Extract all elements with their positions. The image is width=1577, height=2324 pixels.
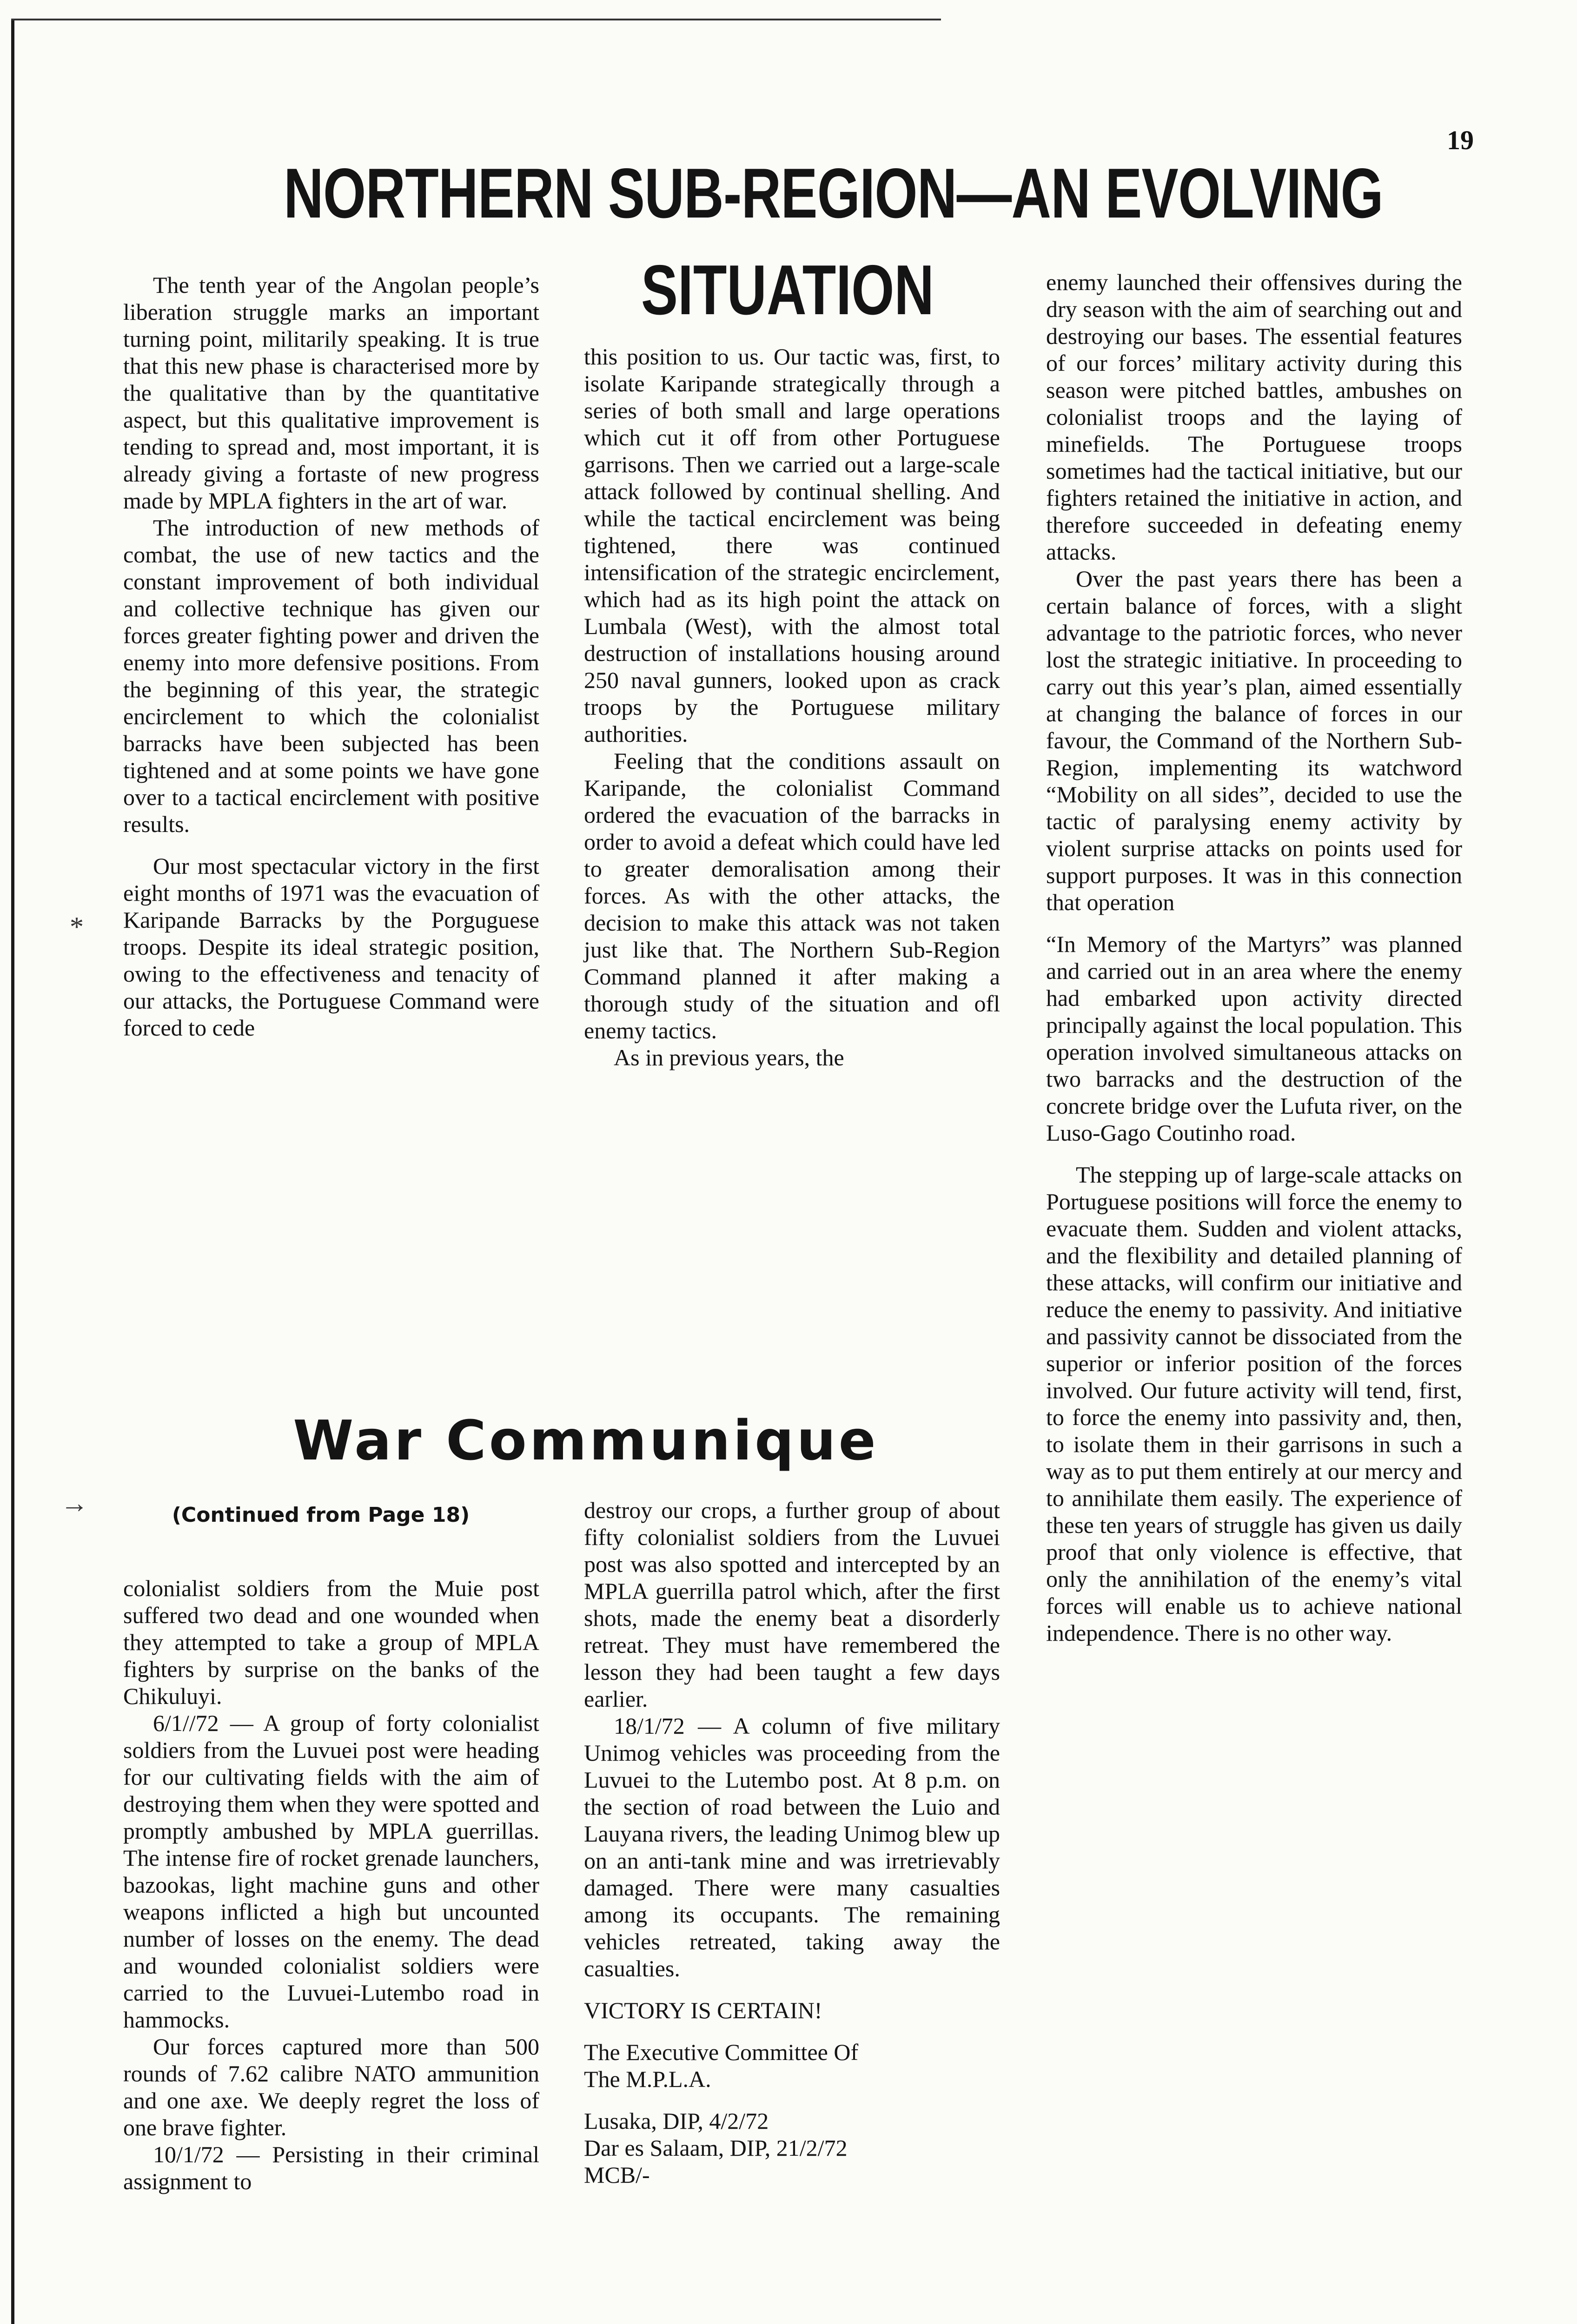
communique-column-1 — [123, 1575, 539, 2195]
article-column-3 — [1046, 269, 1462, 1646]
article-paragraph: As in previous years, the — [614, 1044, 844, 1070]
continued-note: (Continued from Page 18) — [172, 1503, 470, 1527]
committee-line: The Executive Committee Of — [584, 2039, 859, 2065]
headline: NORTHERN SUB-REGION—AN EVOLVING — [284, 154, 1383, 233]
article-paragraph: The tenth year of the Angolan people’s liberation struggle marks an important turning point, militarily speaking. It is true that this new phase is characterised more by the qualitative than by the quantitative aspect, but this qualitative improvement is tending to spread and, most important, it is already giving a fortaste of new progress made by MPLA fighters in the art of war. — [123, 272, 539, 514]
article-paragraph: “In Memory of the Martyrs” was planned and carried out in an area where the enemy had embarked upon activity directed principally against the local population. This operation involved simultaneous attacks on two barracks and the destruction of the concrete bridge over the Lufuta river, on the Luso-Gago Coutinho road. — [1046, 931, 1462, 1146]
war-communique-title: War Communique — [293, 1408, 879, 1472]
communique-paragraph: 10/1/72 — Persisting in their criminal assignment to — [123, 2141, 539, 2194]
dateline: Dar es Salaam, DIP, 21/2/72 — [584, 2135, 848, 2161]
communique-column-2 — [584, 1497, 1000, 2188]
top-margin-rule — [11, 19, 941, 20]
communique-paragraph: destroy our crops, a further group of about fifty colonialist soldiers from the Luvuei post was also spotted and intercepted by an MPLA guerrilla patrol which, after the first shots, made the enemy beat a disorderly retreat. They must have remembered the lesson they had been taught a few days earlier. — [584, 1497, 1000, 1712]
article-paragraph: this position to us. Our tactic was, first, to isolate Karipande strategically through a series of both small and large operations which cut it off from other Portuguese garrisons. Then we carried out a large-scale attack followed by continual shelling. And while the tactical encirclement was being tightened, there was continued intensification of the strategic encirclement, which had as its high point the attack on Lumbala (West), with the almost total destruction of installations housing around 250 naval gunners, looked upon as crack troops by the Portuguese military authorities. — [584, 343, 1000, 747]
communique-paragraph: 18/1/72 — A column of five military Unimog vehicles was proceeding from the Luvuei to the Lutembo post. At 8 p.m. on the section of road between the Luio and Lauyana rivers, the leading Unimog blew up on an anti-tank mine and was irretrievably damaged. There were many casualties among its occupants. The remaining vehicles retreated, taking away the casualties. — [584, 1713, 1000, 1981]
page-number: 19 — [1447, 125, 1474, 155]
left-margin-rule — [11, 19, 14, 2324]
communique-paragraph: Our forces captured more than 500 rounds of 7.62 calibre NATO ammunition and one axe. We deeply regret the loss of one brave fighter. — [123, 2034, 539, 2140]
dateline: Lusaka, DIP, 4/2/72 — [584, 2108, 769, 2134]
article-paragraph: enemy launched their offensives during the dry season with the aim of searching out and destroying our bases. The essential features of our forces’ military activity during this season were pitched battles, ambushes on colonialist troops and the laying of minefields. The Portuguese troops sometimes had the tactical initiative, but our fighters retained the initiative in action, and therefore succeeded in defeating enemy attacks. — [1046, 269, 1462, 565]
article-paragraph: Feeling that the conditions assault on Karipande, the colonialist Command ordered the evacuation of the barracks in order to avoid a defeat which could have led to greater demoralisation among their forces. As with the other attacks, the decision to make this attack was not taken just like that. The Northern Sub-Region Command planned it after making a thorough study of the situation and ofl enemy tactics. — [584, 748, 1000, 1043]
article-paragraph: The stepping up of large-scale attacks on Portuguese positions will force the enemy to evacuate them. Sudden and violent attacks, and the flexibility and detailed planning of these attacks, will confirm our initiative and reduce the enemy to passivity. And initiative and passivity cannot be dissociated from the superior or inferior position of the forces involved. Our future activity will tend, first, to force the enemy into passivity and, then, to isolate them in their garrisons in such a way as to put them entirely at our mercy and to annihilate them easily. The experience of these ten years of struggle has given us daily proof that only violence is effective, that only the annihilation of the enemy’s vital forces will enable us to achieve national independence. There is no other way. — [1046, 1162, 1462, 1646]
stray-mark: * — [70, 911, 84, 942]
communique-paragraph: colonialist soldiers from the Muie post suffered two dead and one wounded when they attempted to take a group of MPLA fighters by surprise on the banks of the Chikuluyi. — [123, 1575, 539, 1709]
closing-slogan: VICTORY IS CERTAIN! — [584, 1997, 822, 2023]
article-column-1 — [123, 271, 539, 1041]
article-column-2 — [584, 343, 1000, 1071]
communique-paragraph: 6/1//72 — A group of forty colonialist soldiers from the Luvuei post were heading for our cultivating fields with the aim of destroying them when they were spotted and promptly ambushed by MPLA guerrillas. The intense fire of rocket grenade launchers, bazookas, light machine guns and other weapons inflicted a high but uncounted number of losses on the enemy. The dead and wounded colonialist soldiers were carried to the Luvuei-Lutembo road in hammocks. — [123, 1710, 539, 2033]
committee-line: The M.P.L.A. — [584, 2066, 711, 2092]
article-paragraph: Over the past years there has been a certain balance of forces, with a slight advantage to the patriotic forces, who never lost the strategic initiative. In proceeding to carry out this year’s plan, aimed essentially at changing the balance of forces in our favour, the Command of the Northern Sub-Region, implementing its watchword “Mobility on all sides”, decided to use the tactic of paralysing enemy activity by violent surprise attacks on points used for support purposes. It was in this connection that operation — [1046, 566, 1462, 915]
reference-code: MCB/- — [584, 2162, 650, 2188]
stray-mark: → — [60, 1488, 88, 1519]
article-paragraph: The introduction of new methods of combat, the use of new tactics and the constant improvement of both individual and collective technique has given our forces greater fighting power and driven the enemy into more defensive positions. From the beginning of this year, the strategic encirclement to which the colonialist barracks have been subjected has been tightened and at some points we have gone over to a tactical encirclement with positive results. — [123, 515, 539, 837]
article-paragraph: Our most spectacular victory in the first eight months of 1971 was the evacuation of Karipande Barracks by the Porguguese troops. Despite its ideal strategic position, owing to the effectiveness and tenacity of our attacks, the Portuguese Command were forced to cede — [123, 853, 539, 1041]
headline-continued: SITUATION — [641, 251, 934, 330]
